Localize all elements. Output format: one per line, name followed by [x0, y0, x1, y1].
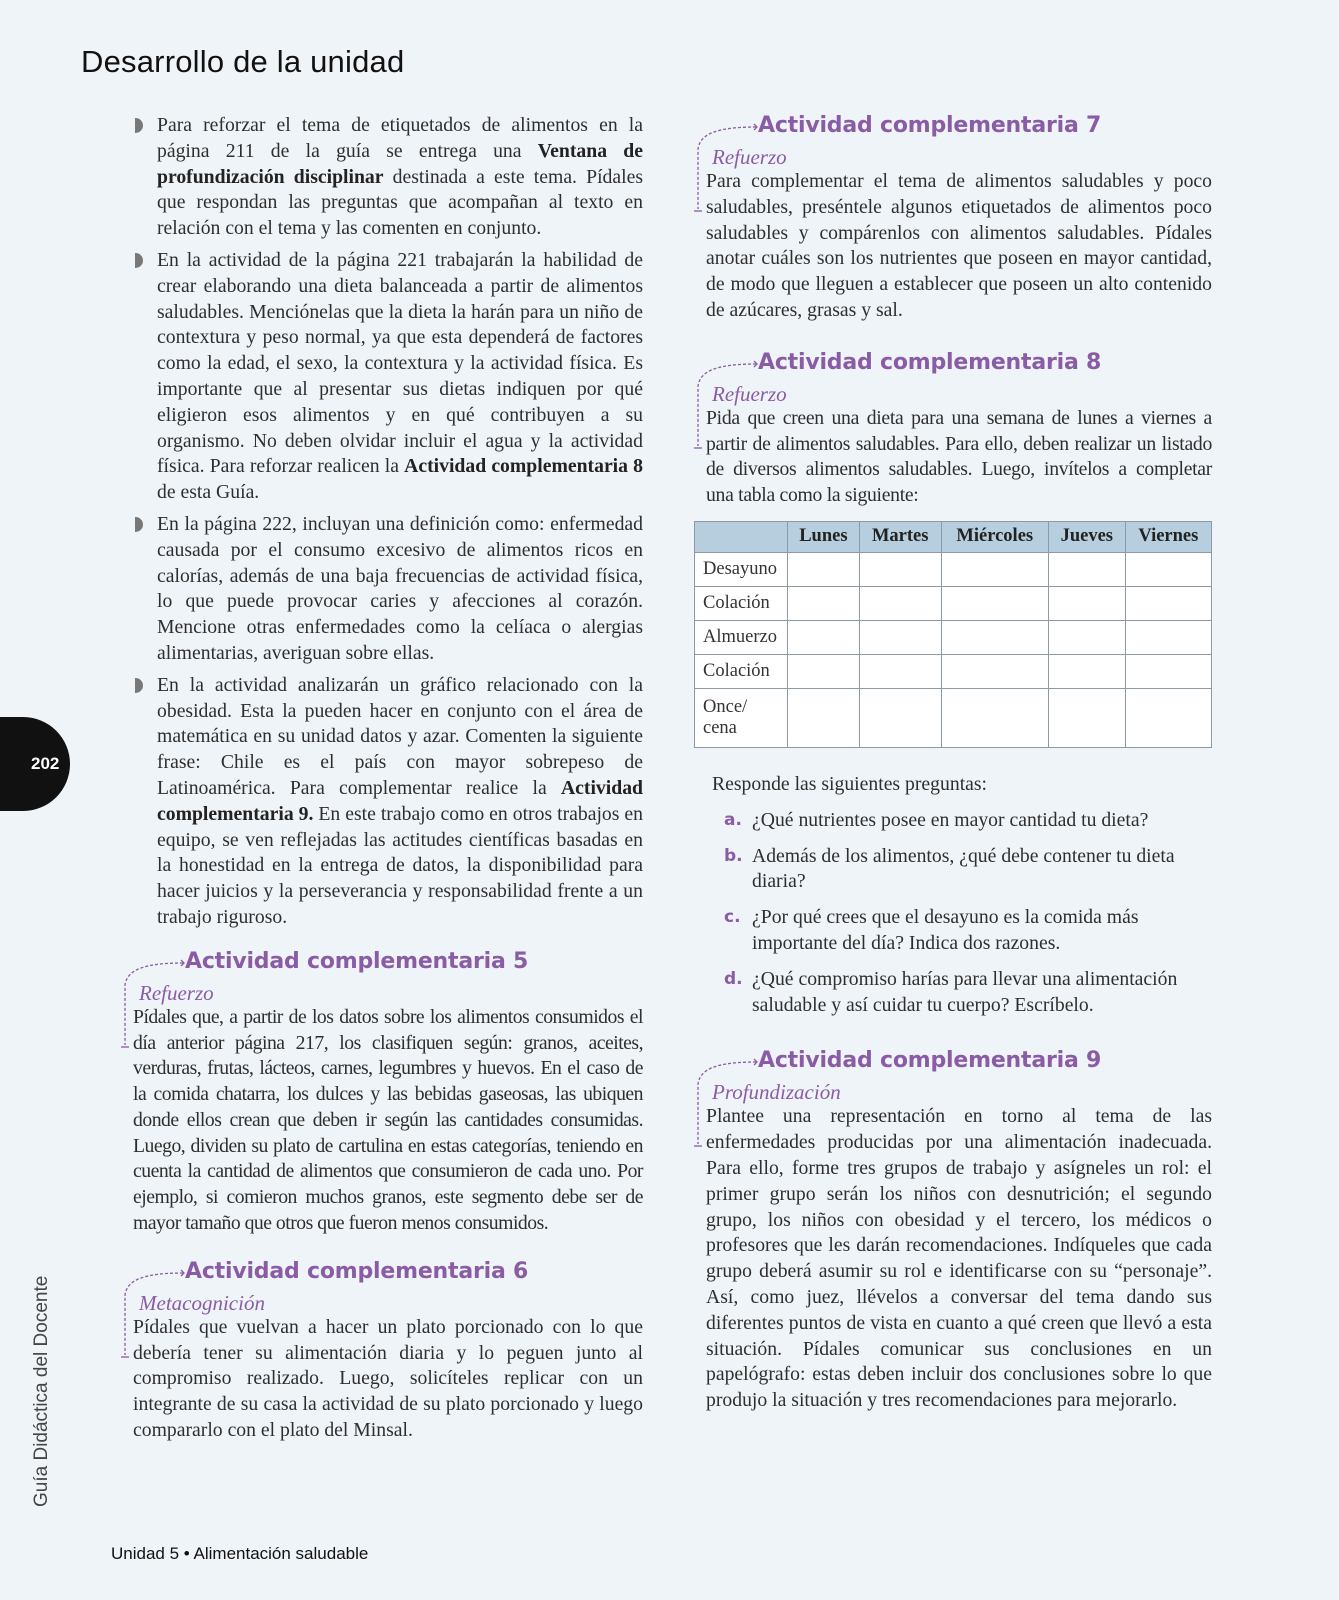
- table-cell: [1048, 586, 1125, 620]
- bullet-marker-icon: [135, 118, 143, 133]
- left-column: [133, 113, 643, 1444]
- page-number-tab: [0, 717, 70, 811]
- question-letter: c.: [724, 907, 741, 928]
- right-column: [694, 113, 1212, 1414]
- table-cell: [1125, 654, 1211, 688]
- activity-header: [694, 1048, 1212, 1104]
- activity-header: [694, 113, 1212, 169]
- page-title: Desarrollo de la unidad: [81, 44, 405, 79]
- table-row: [695, 620, 1212, 654]
- table-cell: [859, 552, 941, 586]
- activity-subtitle: Refuerzo: [139, 980, 214, 1005]
- question-letter: d.: [724, 968, 743, 989]
- activity-body: Plantee una representación en torno al tema de las enfermedades producidas por una alimentación inadecuada. Para ello, forme tres grupos de trabajo y asígneles un rol: el primer grupo serán los niños con desnutrición; el segundo grupo, los niños con obesidad y el tercero, los médicos o profesores que les darán recomendaciones. Indíqueles que cada grupo deberá asumir su rol e identificarse con su “personaje”. Así, como juez, llévelos a conversar del tema dando sus diferentes puntos de vista en cuanto a qué creen que llevó a esta situación. Pídales comunicar sus conclusiones en un papelógrafo: estas deben incluir dos conclusiones sobre lo que produjo la situación y tres recomendaciones para mejorarlo.: [706, 1105, 1212, 1412]
- bullet-marker-icon: [135, 678, 143, 693]
- table-row: [695, 654, 1212, 688]
- activity-subtitle: Metacognición: [139, 1290, 265, 1315]
- page-number: 202: [31, 754, 60, 773]
- activity-6: [121, 1259, 643, 1444]
- activity-title: Actividad complementaria 8: [758, 349, 1102, 375]
- table-row: [695, 688, 1212, 747]
- table-cell: [1048, 688, 1125, 747]
- table-cell: [1125, 552, 1211, 586]
- activity-9: [694, 1048, 1212, 1414]
- bullet-item: [133, 673, 643, 931]
- table-cell: [859, 654, 941, 688]
- bullet-list: [133, 113, 643, 931]
- question-text: ¿Qué compromiso harías para llevar una alimentación saludable y así cuidar tu cuerpo? Escríbelo.: [752, 967, 1178, 1016]
- activity-7: [694, 113, 1212, 324]
- bullet-item: [133, 248, 643, 506]
- table-cell: [1048, 654, 1125, 688]
- activity-body: Pida que creen una dieta para una semana de lunes a viernes a partir de alimentos saludables. Para ello, deben realizar un listado de diversos alimentos saludables. Luego, invítelos a completar una tabla como la siguiente:: [706, 406, 1212, 507]
- question-list: [694, 808, 1212, 1019]
- table-cell: [1125, 688, 1211, 747]
- side-label: Guía Didáctica del Docente: [31, 1275, 52, 1507]
- table-header-cell: Jueves: [1048, 521, 1125, 552]
- question-item: [694, 844, 1212, 896]
- question-text: ¿Qué nutrientes posee en mayor cantidad tu dieta?: [752, 808, 1149, 831]
- dashed-bracket-icon: [694, 360, 758, 456]
- row-label: Colación: [695, 586, 788, 620]
- activity-header: [121, 949, 643, 1005]
- activity-header: [121, 1259, 643, 1315]
- bullet-item: [133, 512, 643, 667]
- table-header-cell: Martes: [859, 521, 941, 552]
- row-label: Desayuno: [695, 552, 788, 586]
- activity-body: Para complementar el tema de alimentos saludables y poco saludables, preséntele algunos etiquetados de alimentos poco saludables y compárenlos con alimentos saludables. Pídales anotar cuáles son los nutrientes que poseen en mayor cantidad, de modo que lleguen a establecer que poseen un alto contenido de azúcares, grasas y sal.: [706, 170, 1212, 321]
- row-label: Almuerzo: [695, 620, 788, 654]
- table-header-cell: [695, 521, 788, 552]
- table-cell: [859, 688, 941, 747]
- question-item: [694, 905, 1212, 957]
- question-text: ¿Por qué crees que el desayuno es la comida más importante del día? Indica dos razones.: [752, 906, 1139, 954]
- question-text: Además de los alimentos, ¿qué debe contener tu dieta diaria?: [752, 844, 1175, 893]
- activity-subtitle: Refuerzo: [712, 381, 787, 406]
- table-cell: [941, 688, 1048, 747]
- table-cell: [941, 620, 1048, 654]
- table-cell: [788, 620, 860, 654]
- table-header-cell: Lunes: [788, 521, 860, 552]
- bullet-item: [133, 113, 643, 242]
- table-cell: [941, 552, 1048, 586]
- table-cell: [1125, 586, 1211, 620]
- question-item: [694, 967, 1212, 1019]
- table-row: [695, 586, 1212, 620]
- activity-body: Pídales que, a partir de los datos sobre los alimentos consumidos el día anterior página 217, los clasifiquen según: granos, aceites, verduras, frutas, lácteos, carnes, legumbres y huevos. En el caso de la comida chatarra, los dulces y las bebidas gaseosas, las ubiquen donde ellos crean que deben ir según las cantidades consumidas. Luego, dividen su plato de cartulina en estas categorías, teniendo en cuenta la cantidad de alimentos que consumieron de cada uno. Por ejemplo, si comieron muchos granos, este segmento debe ser de mayor tamaño que otros que fueron menos consumidos.: [133, 1005, 643, 1235]
- table-cell: [788, 688, 860, 747]
- activity-title: Actividad complementaria 5: [185, 948, 529, 974]
- table-row: [695, 552, 1212, 586]
- bullet-marker-icon: [135, 517, 143, 532]
- dashed-bracket-icon: [694, 123, 758, 219]
- activity-title: Actividad complementaria 9: [758, 1048, 1102, 1074]
- dashed-bracket-icon: [121, 959, 185, 1055]
- table-header-cell: Viernes: [1125, 521, 1211, 552]
- table-header-cell: Miércoles: [941, 521, 1048, 552]
- table-cell: [941, 586, 1048, 620]
- questions-intro: Responde las siguientes preguntas:: [712, 772, 988, 795]
- diet-table: [694, 521, 1212, 748]
- activity-5: [121, 949, 643, 1237]
- dashed-bracket-icon: [121, 1269, 185, 1365]
- footer: Unidad 5 • Alimentación saludable: [111, 1544, 369, 1563]
- bullet-text: En la actividad de la página 221 trabajarán la habilidad de crear elaborando una dieta balanceada a partir de alimentos saludables. Menciónelas que la dieta la harán para un niño de contextura y peso normal, ya que esta dependerá de factores como la edad, el sexo, la contextura y la actividad física. Es importante que al presentar sus dietas indiquen por qué eligieron esos alimentos y en qué contribuyen a su organismo. No deben olvidar incluir el agua y la actividad física. Para reforzar realicen la Actividad complementaria 8 de esta Guía.: [157, 248, 644, 504]
- activity-subtitle: Profundización: [712, 1080, 841, 1105]
- table-cell: [941, 654, 1048, 688]
- table-cell: [1048, 620, 1125, 654]
- bullet-text: En la actividad analizarán un gráfico relacionado con la obesidad. Esta la pueden hacer en conjunto con el área de matemática en su unidad datos y azar. Comenten la siguiente frase: Chile es el país con mayor sobrepeso de Latinoamérica. Para complementar realice la Actividad complementaria 9. En este trabajo como en otros trabajos en equipo, se ven reflejadas las actitudes científicas basadas en la honestidad en la entrega de datos, la disponibilidad para hacer juicios y la perseverancia y responsabilidad frente a un trabajo riguroso.: [157, 673, 643, 928]
- bullet-text: En la página 222, incluyan una definición como: enfermedad causada por el consumo excesivo de alimentos ricos en calorías, además de una baja frecuencias de actividad física, lo que puede provocar caries y afecciones al corazón. Mencione otras enfermedades como la celíaca o alergias alimentarias, averiguan sobre ellas.: [157, 512, 643, 664]
- activity-body: Pídales que vuelvan a hacer un plato porcionado con lo que debería tener su alimentación diaria y lo peguen junto al compromiso realizado. Luego, solicíteles replicar con un integrante de su casa la actividad de su plato porcionado y luego compararlo con el plato del Minsal.: [133, 1315, 643, 1442]
- table-cell: [788, 586, 860, 620]
- activity-title: Actividad complementaria 7: [758, 113, 1102, 138]
- activity-8: [694, 350, 1212, 1019]
- table-header-row: [695, 521, 1212, 552]
- table-cell: [859, 586, 941, 620]
- question-letter: a.: [724, 809, 742, 830]
- question-item: [694, 808, 1212, 834]
- activity-title: Actividad complementaria 6: [185, 1258, 529, 1284]
- row-label: Once/ cena: [695, 688, 788, 747]
- question-letter: b.: [724, 845, 743, 866]
- bullet-marker-icon: [135, 253, 143, 268]
- bullet-text: Para reforzar el tema de etiquetados de alimentos en la página 211 de la guía se entrega una Ventana de profundización disciplinar destinada a este tema. Pídales que respondan las preguntas que acompañan al texto en relación con el tema y las comenten en conjunto.: [157, 114, 644, 240]
- row-label: Colación: [695, 654, 788, 688]
- table-cell: [788, 552, 860, 586]
- table-cell: [859, 620, 941, 654]
- activity-header: [694, 350, 1212, 406]
- table-cell: [1125, 620, 1211, 654]
- table-cell: [788, 654, 860, 688]
- table-cell: [1048, 552, 1125, 586]
- activity-subtitle: Refuerzo: [712, 145, 787, 169]
- dashed-bracket-icon: [694, 1058, 758, 1154]
